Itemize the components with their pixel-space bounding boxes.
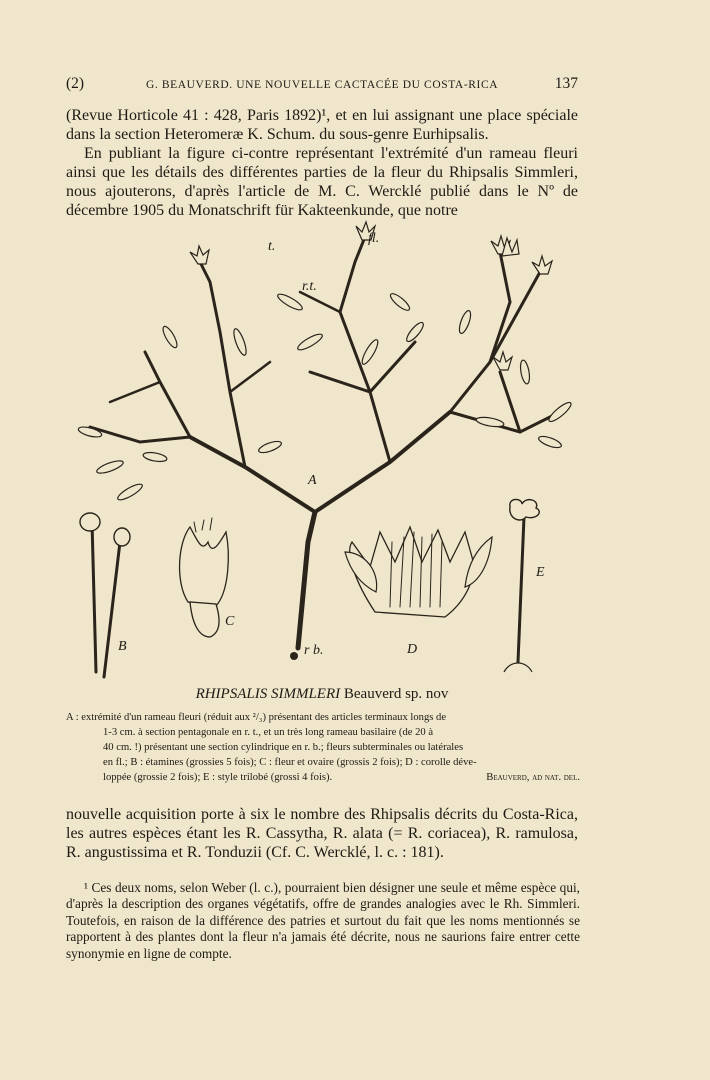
label-fl: fl. [368,231,380,246]
detail-c-flower [180,518,235,637]
page-number: 137 [554,75,578,92]
page-header [66,74,578,96]
caption-line: A : extrémité d'un rameau fleuri (réduit aux ²/₃) présentant des articles terminaux longs de [66,712,447,723]
caption-line: 1-3 cm. à section pentagonale en r. t., et un très long rameau basilaire (de 20 à [103,727,434,738]
label-d: D [407,642,418,657]
detail-d-corolla [345,527,492,657]
label-tl: t. [268,239,276,254]
footnote [66,880,580,962]
species-name: RHIPSALIS SIMMLERI [195,686,341,702]
figure-caption-title [66,686,578,703]
paragraph-2: En publiant la figure ci-contre représentant l'extrémité d'un rameau fleuri ainsi que les détails des différentes parties de la fleur du Rhipsalis Simmleri, nous ajouterons, d'après l'article de M. C. Wercklé publié dans le Nº de décembre 1905 du Monatschrift für Kakteenkunde, que notre [66,145,578,219]
body-text-bottom [66,805,578,862]
detail-b-stamens [80,513,130,677]
label-b: B [118,639,127,654]
species-author: Beauverd sp. nov [343,686,449,702]
detail-e-style [504,499,545,672]
label-a: A [308,473,317,488]
caption-line-last [66,770,580,785]
caption-line: en fl.; B : étamines (grossies 5 fois); C : fleur et ovaire (grossis 2 fois); D : corolle déve- [103,757,477,768]
figure-caption-text [66,710,580,785]
botanical-illustration [70,212,590,682]
body-text-top [66,106,578,220]
label-e: E [536,565,545,580]
illustration-credit: Beauverd, ad nat. del. [486,772,580,783]
label-rb: r b. [304,643,324,658]
label-c: C [225,614,235,629]
plant-branch-a [77,222,573,660]
page-reference: (2) [66,75,85,92]
caption-line: loppée (grossie 2 fois); E : style trilobé (grossi 4 fois). [103,772,333,783]
label-rt: r.t. [302,279,317,294]
running-title: G. BEAUVERD. UNE NOUVELLE CACTACÉE DU COSTA-RICA [146,79,499,91]
paragraph-3: nouvelle acquisition porte à six le nombre des Rhipsalis décrits du Costa-Rica, les autres espèces étant les R. Cassytha, R. alata (= R. coriacea), R. ramulosa, R. angustissima et R. Tonduzii (Cf. C. Wercklé, l. c. : 181). [66,806,578,861]
paragraph-1: (Revue Horticole 41 : 428, Paris 1892)¹, et en lui assignant une place spéciale dans la section Heteromeræ K. Schum. du sous-genre Eurhipsalis. [66,107,578,143]
footnote-text: ¹ Ces deux noms, selon Weber (l. c.), pourraient bien désigner une seule et même espèce qui, d'après la description des organes végétatifs, offre de grandes analogies avec le Rh. Simmleri. Toutefois, en raison de la différence des patries et surtout du fait que les noms mentionnés se rapportent à des plantes dont la fleur n'a jamais été décrite, nous ne saurions faire entrer cette synonymie en ligne de compte. [66,880,580,961]
caption-line: 40 cm. !) présentant une section cylindrique en r. b.; fleurs subterminales ou latérales [103,742,464,753]
